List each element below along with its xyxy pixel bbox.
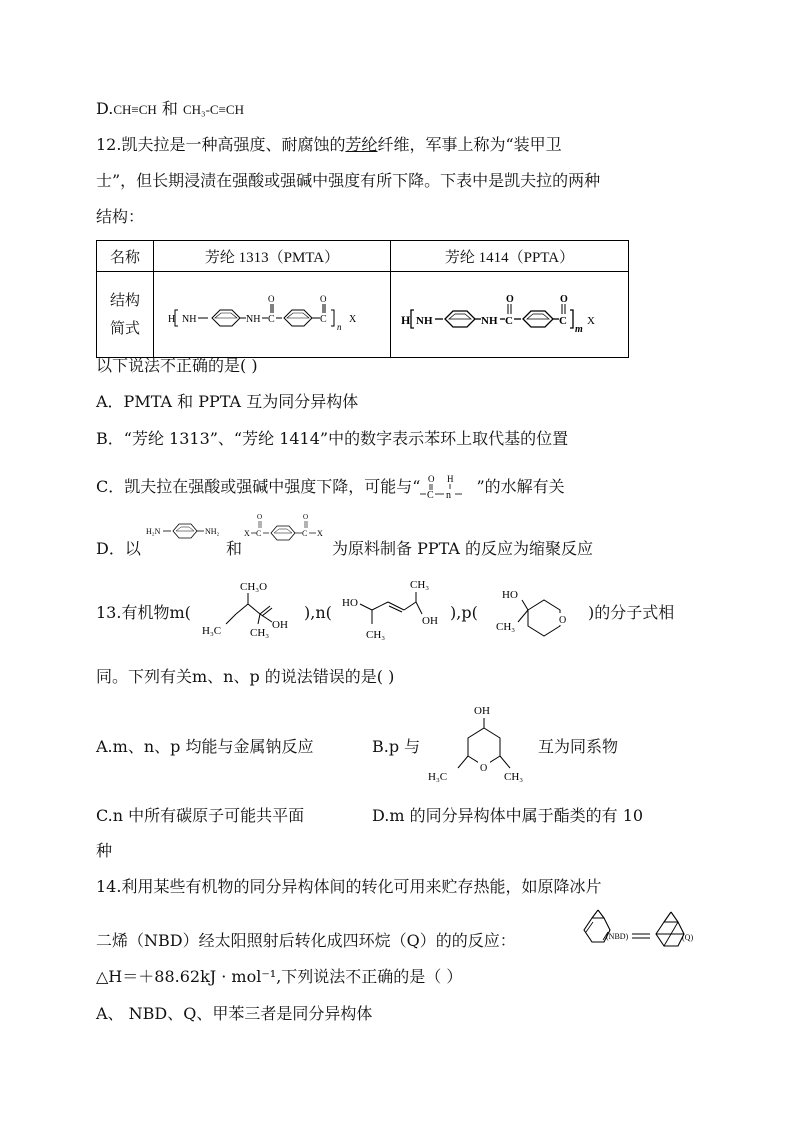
q13-option-a: A.m、n、p 均能与金属钠反应 (96, 737, 314, 756)
pmta-x: X (349, 314, 357, 325)
ob-ring (468, 728, 500, 766)
formula-acetylene: CH≡CH (113, 102, 157, 117)
q12-stem-b: 纤维，军事上称为“装甲卫 (377, 135, 562, 154)
q13-option-b-post: 互为同系物 (538, 737, 619, 756)
molecule-m (196, 576, 304, 642)
pmta-h: H (168, 314, 176, 325)
q13-option-b-pre: B.p 与 (372, 737, 421, 756)
amide-group-svg (420, 472, 476, 500)
m-h3c: H₃C (202, 625, 222, 637)
header-pmta: 芳纶 1313（PMTA） (154, 241, 391, 272)
diacyl-structure (244, 510, 336, 550)
formula-propyne: CH₃-C≡CH (183, 102, 244, 117)
q14-stem-line3: △H＝＋88.62kJ · mol⁻¹,下列说法不正确的是（ ） (96, 967, 463, 986)
nbd-q-reaction (574, 906, 700, 956)
q12-option-b: B．“芳纶 1313”、“芳纶 1414”中的数字表示苯环上取代基的位置 (96, 429, 569, 448)
ob-ch3: CH₃ (504, 771, 524, 783)
ppta-structure-cell (391, 272, 629, 358)
diamine-h2n: H₂N (146, 527, 161, 536)
ppta-o1: O (506, 294, 514, 305)
molecule-n (342, 574, 446, 642)
n-ho: HO (342, 597, 358, 609)
ob-o: O (480, 763, 488, 774)
ppta-m: m (575, 324, 583, 335)
q14-stem-line1: 14.利用某些有机物的同分异构体间的转化可用来贮存热能，如原降冰片 (96, 877, 602, 896)
q13-stem-p: ),p( (450, 603, 478, 622)
ppta-nh2: NH (481, 315, 498, 327)
ppta-h: H (401, 313, 411, 327)
n-ch3-a: CH₃ (366, 629, 386, 641)
q12-stem-underlined: 芳纶 (345, 135, 378, 154)
p-o: O (559, 615, 567, 626)
m-oh: OH (272, 619, 288, 631)
amide-o: O (428, 474, 435, 484)
p-ring (528, 600, 560, 636)
q13-stem-n: ),n( (304, 603, 332, 622)
q12-stem-line3: 结构： (96, 207, 145, 226)
q12-option-d-post: 为原料制备 PPTA 的反应为缩聚反应 (332, 539, 594, 558)
ppta-bracket-r (570, 310, 573, 328)
row-label-1: 结构 (109, 292, 140, 309)
row-label (97, 272, 154, 358)
q11-option-d (96, 98, 244, 121)
diacyl-o2: O (303, 513, 309, 521)
ob-oh: OH (474, 705, 490, 717)
q12-option-c (96, 472, 565, 500)
p-ch3: CH₃ (496, 621, 516, 633)
molecule-p (492, 582, 586, 642)
q12-option-a: A．PMTA 和 PPTA 互为同分异构体 (96, 392, 359, 411)
q12-option-c-pre: C．凯夫拉在强酸或强碱中强度下降，可能与“ (96, 477, 421, 496)
ppta-bracket-l (411, 310, 414, 328)
pmta-o1: O (268, 294, 275, 304)
header-name: 名称 (97, 241, 154, 272)
q13-stem-line2: 同。下列有关m、n、p 的说法错误的是( ) (96, 667, 395, 686)
pmta-structure-svg (154, 272, 390, 352)
q13-option-d-cont: 种 (96, 841, 113, 860)
header-ppta: 芳纶 1414（PPTA） (391, 241, 629, 272)
q12-option-d-mid: 和 (226, 539, 243, 558)
pmta-o2: O (320, 294, 327, 304)
n-ch3-b: CH₃ (410, 579, 430, 591)
row-label-2: 简式 (109, 320, 140, 337)
q12-option-c-post: ”的水解有关 (476, 477, 565, 496)
amide-c: C (427, 490, 435, 500)
q13-stem-pre: 13.有机物m( (96, 603, 191, 622)
q13-stem-end: )的分子式相 (588, 603, 675, 622)
q12-option-d (96, 538, 141, 560)
m-ch3o: CH₃O (240, 581, 268, 593)
option-letter: D. (96, 99, 114, 118)
n-oh: OH (422, 615, 438, 627)
q13-option-d: D.m 的同分异构体中属于酯类的有 10 (372, 806, 644, 825)
diamine-structure (146, 512, 228, 548)
pmta-bracket-l (175, 310, 178, 326)
amide-h: H (447, 474, 454, 484)
pmta-c1: C (268, 314, 275, 325)
pmta-nh2: NH (246, 314, 261, 325)
ppta-structure-svg (391, 272, 628, 352)
q13-option-c: C.n 中所有碳原子可能共平面 (96, 806, 305, 825)
diacyl-c2: C (302, 529, 308, 538)
nbd-label: (NBD) (606, 932, 629, 941)
ppta-c2: C (559, 315, 567, 327)
ppta-c1: C (505, 315, 513, 327)
pmta-structure-cell (154, 272, 391, 358)
diacyl-x1: X (244, 529, 250, 538)
q12-question: 以下说法不正确的是( ) (96, 356, 258, 375)
amide-n: n (446, 490, 452, 500)
diacyl-c1: C (256, 529, 262, 538)
ppta-o2: O (560, 294, 568, 305)
pmta-c2: C (320, 314, 327, 325)
ob-h3c: H₃C (428, 771, 448, 783)
q-molecule (656, 912, 684, 946)
q12-stem-line2: 士”，但长期浸渍在强酸或强碱中强度有所下降。下表中是凯夫拉的两种 (96, 171, 601, 190)
diacyl-o1: O (257, 513, 263, 521)
p-ho: HO (502, 589, 518, 601)
diamine-nh2: NH₂ (205, 527, 220, 536)
ppta-x: X (587, 315, 595, 327)
pmta-nh1: NH (182, 314, 197, 325)
q14-option-a: A、 NBD、Q、甲苯三者是同分异构体 (96, 1004, 373, 1023)
pmta-bracket-r (331, 310, 334, 326)
kevlar-table (96, 240, 629, 358)
pmta-n: n (337, 322, 342, 332)
table-header-row (97, 241, 629, 272)
q-label: (Q) (682, 933, 694, 942)
option-b-molecule (424, 698, 536, 790)
diacyl-x2: X (317, 529, 323, 538)
m-ch3: CH₃ (250, 627, 270, 639)
conjunction: 和 (161, 99, 178, 118)
q12-stem-line1 (96, 134, 562, 156)
q12-option-d-pre: D．以 (96, 539, 141, 558)
ppta-nh1: NH (416, 315, 433, 327)
q12-stem-a: 12.凯夫拉是一种高强度、耐腐蚀的 (96, 135, 346, 154)
q14-stem-line2: 二烯（NBD）经太阳照射后转化成四环烷（Q）的的反应： (96, 931, 516, 950)
table-structure-row (97, 272, 629, 358)
